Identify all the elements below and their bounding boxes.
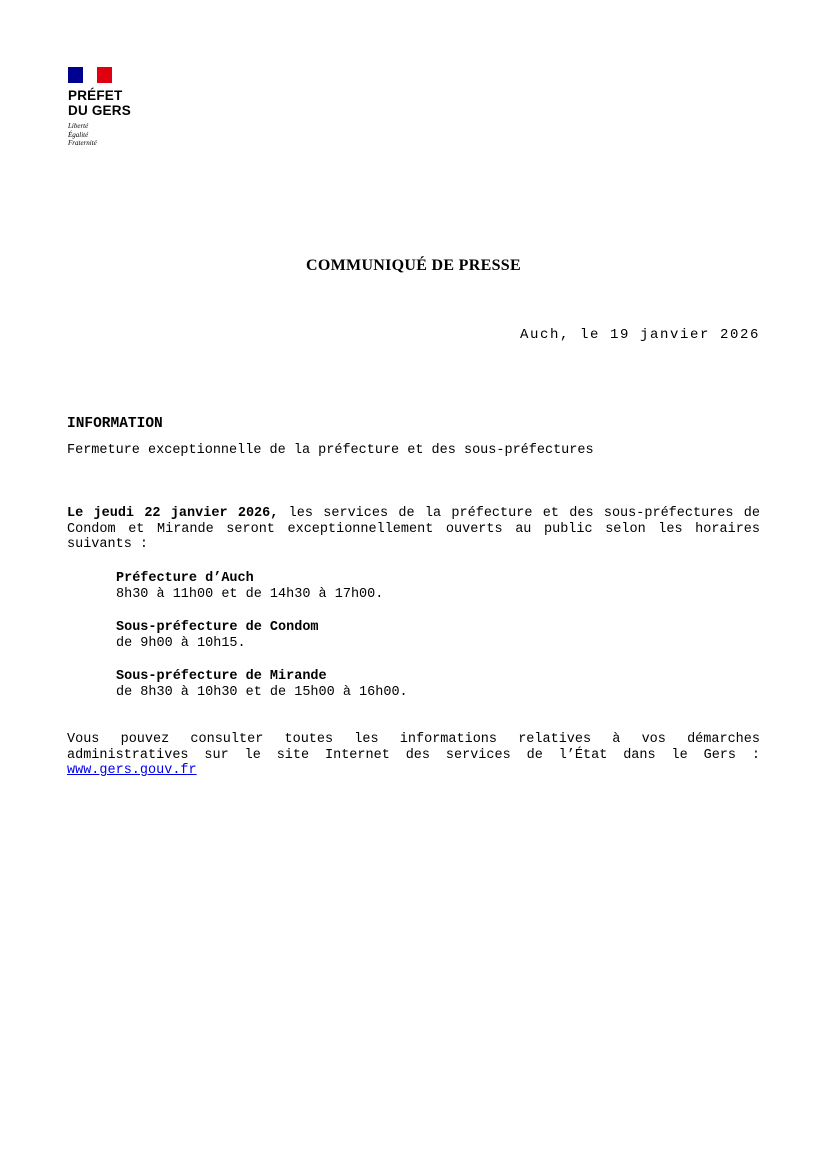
page-title: COMMUNIQUÉ DE PRESSE: [306, 257, 521, 274]
website-link[interactable]: www.gers.gouv.fr: [67, 763, 197, 779]
schedule-sous-prefecture-condom: [116, 620, 319, 651]
logo-text: [68, 88, 158, 118]
schedule-prefecture-auch: [116, 571, 383, 602]
schedule-hours: de 8h30 à 10h30 et de 15h00 à 16h00.: [116, 684, 408, 700]
logo-line-1: PRÉFET: [68, 88, 123, 103]
marianne-flag-icon: [68, 67, 112, 83]
republic-motto: [68, 122, 158, 148]
outro-paragraph: [67, 732, 760, 779]
intro-date-bold: Le jeudi 22 janvier 2026,: [67, 506, 279, 521]
schedule-office: Sous-préfecture de Condom: [116, 620, 319, 635]
motto-liberte: Liberté: [68, 122, 89, 130]
schedule-hours: de 9h00 à 10h15.: [116, 635, 246, 651]
motto-fraternite: Fraternité: [68, 139, 97, 147]
dateline: Auch, le 19 janvier 2026: [519, 327, 760, 343]
outro-text: Vous pouvez consulter toutes les informations relatives à vos démarches administratives sur le site Internet des services de l’État dans le Gers :: [67, 732, 760, 763]
schedule-office: Sous-préfecture de Mirande: [116, 669, 327, 684]
schedule-sous-prefecture-mirande: [116, 669, 408, 700]
section-heading: INFORMATION: [67, 416, 163, 432]
prefecture-logo: [68, 67, 158, 148]
intro-text: les services de la préfecture et des sous-préfectures de Condom et Mirande seront exceptionnellement ouverts au public selon les horaires suivants :: [67, 506, 760, 553]
intro-paragraph: [67, 506, 760, 553]
schedule-office: Préfecture d’Auch: [116, 571, 254, 586]
schedule-hours: 8h30 à 11h00 et de 14h30 à 17h00.: [116, 586, 384, 602]
motto-egalite: Égalité: [68, 130, 89, 139]
subject-line: Fermeture exceptionnelle de la préfecture et des sous-préfectures: [67, 443, 594, 458]
logo-line-2: DU GERS: [68, 103, 131, 118]
